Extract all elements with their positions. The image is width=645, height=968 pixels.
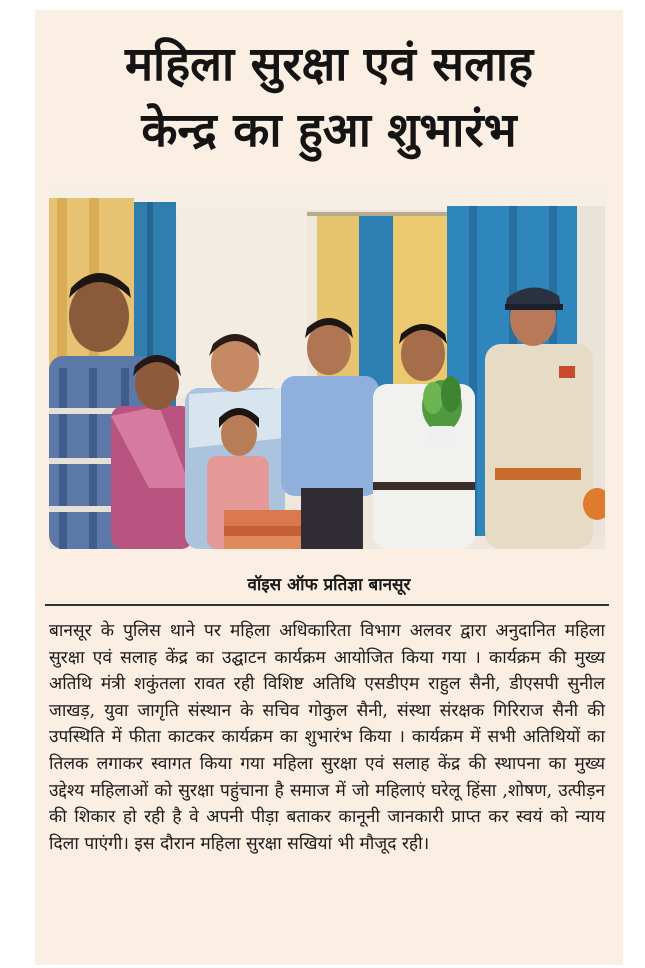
newspaper-clipping <box>35 10 623 965</box>
headline-line-1: महिला सुरक्षा एवं सलाह <box>124 37 534 92</box>
byline-divider <box>45 604 609 606</box>
headline <box>35 32 623 164</box>
byline: वॉइस ऑफ प्रतिज्ञा बानसूर <box>247 575 411 595</box>
headline-line-2: केन्द्र का हुआ शुभारंभ <box>141 103 517 158</box>
event-photo <box>49 188 605 549</box>
article-body: बानसूर के पुलिस थाने पर महिला अधिकारिता विभाग अलवर द्वारा अनुदानित महिला सुरक्षा एवं सलाह केंद्र का उद्घाटन कार्यक्रम आयोजित किया गया । कार्यक्रम की मुख्य अतिथि मंत्री शकुंतला रावत रही विशिष्ट अतिथि एसडीएम राहुल सैनी, डीएसपी सुनील जाखड़, युवा जागृति संस्थान के सचिव गोकुल सैनी, संस्था संरक्षक गिरिराज सैनी की उपस्थिति में फीता काटकर कार्यक्रम का शुभारंभ किया । कार्यक्रम में सभी अतिथियों का तिलक लगाकर स्वागत किया गया महिला सुरक्षा एवं सलाह केंद्र की स्थापना का मुख्य उद्देश्य महिलाओं को सुरक्षा पहुंचाना है समाज में जो महिलाएं घरेलू हिंसा ,शोषण, उत्पीड़न की शिकार हो रही है वे अपनी पीड़ा बताकर कानूनी जानकारी प्राप्त कर स्वयं को न्याय दिला पाएंगी। इस दौरान महिला सुरक्षा सखियां भी मौजूद रही। <box>49 621 605 854</box>
